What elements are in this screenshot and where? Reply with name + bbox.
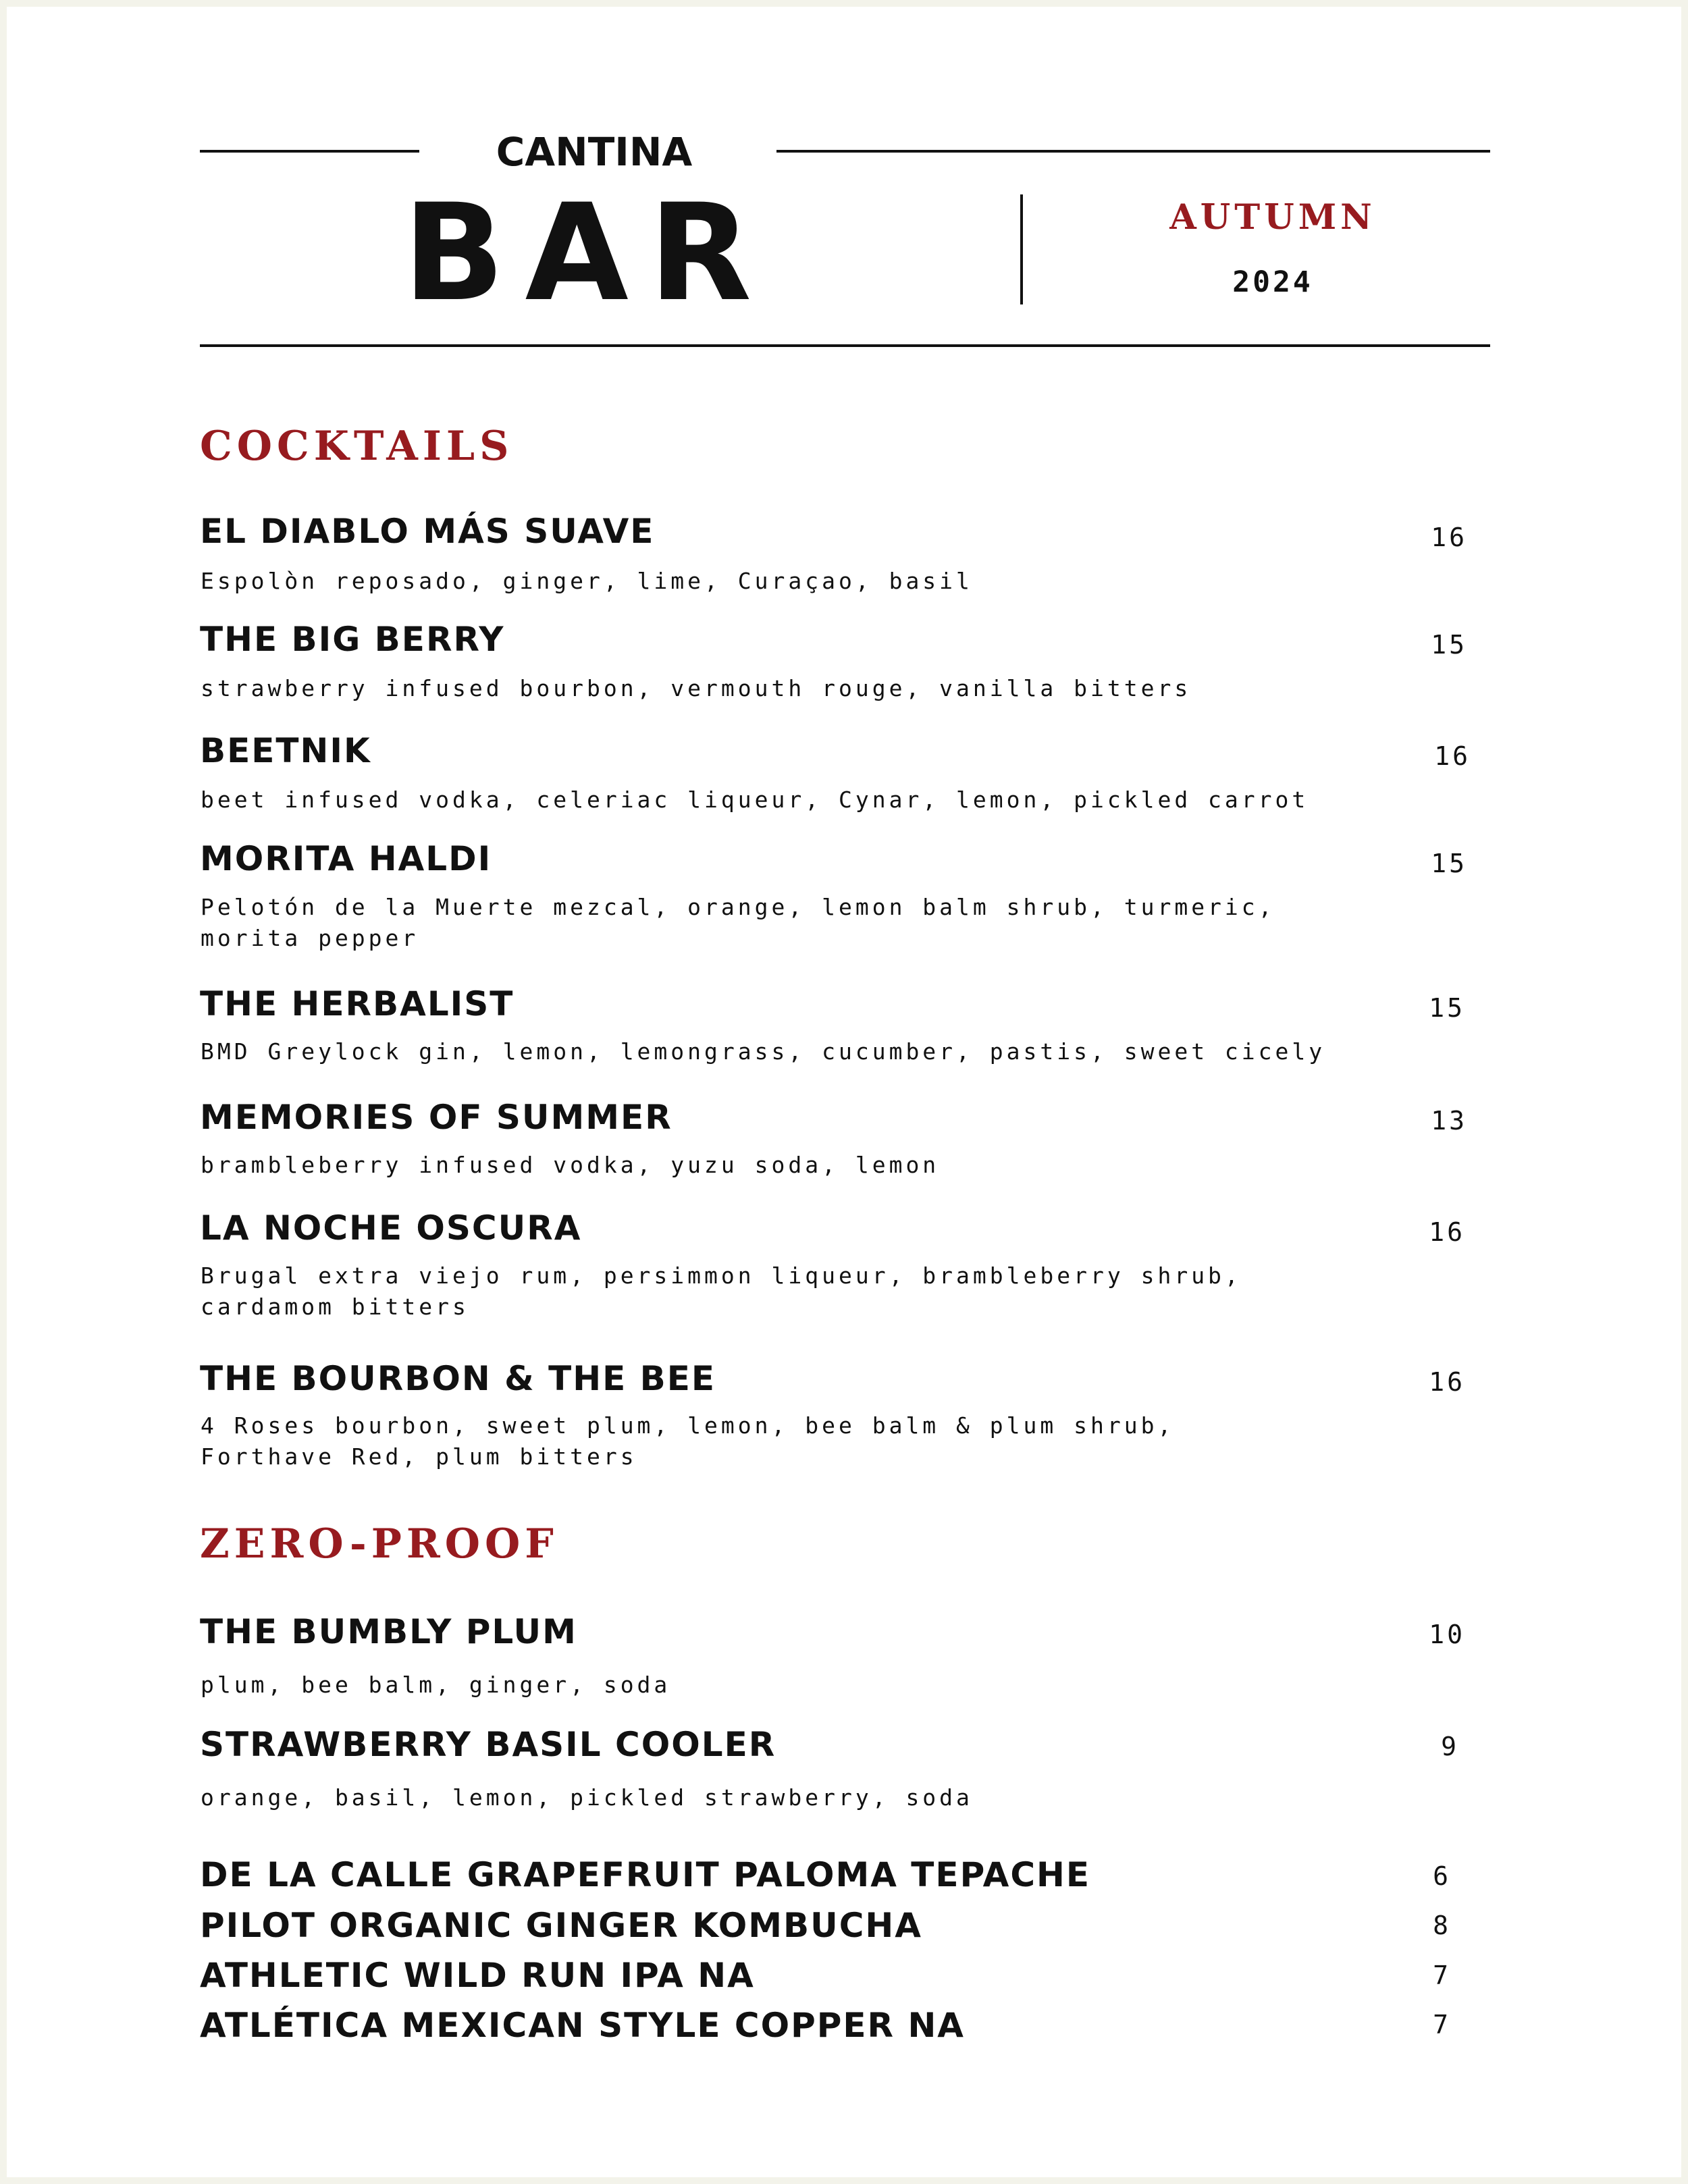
cocktail-description: beet infused vodka, celeriac liqueur, Cynar, lemon, pickled carrot (201, 787, 1309, 813)
zero-proof-description: orange, basil, lemon, pickled strawberry, soda (201, 1784, 973, 1811)
header-rule-left (200, 150, 419, 153)
cocktail-price: 16 (1431, 523, 1467, 552)
zero-proof-name: STRAWBERRY BASIL COOLER (200, 1725, 776, 1764)
packaged-drink-price: 6 (1433, 1861, 1451, 1891)
cocktail-price: 15 (1431, 630, 1467, 660)
menu-page (7, 7, 1681, 2177)
packaged-drink-name: DE LA CALLE GRAPEFRUIT PALOMA TEPACHE (200, 1855, 1091, 1894)
cocktail-price: 16 (1434, 741, 1471, 771)
packaged-drink-name: PILOT ORGANIC GINGER KOMBUCHA (200, 1906, 922, 1945)
zero-proof-price: 9 (1441, 1732, 1459, 1761)
cocktail-description: brambleberry infused vodka, yuzu soda, lemon (201, 1152, 940, 1178)
cocktail-description: strawberry infused bourbon, vermouth rouge, vanilla bitters (201, 675, 1192, 701)
packaged-drink-price: 8 (1433, 1911, 1451, 1940)
season-label: AUTUMN (1169, 197, 1376, 238)
cocktail-name: THE BOURBON & THE BEE (200, 1359, 716, 1398)
cocktails-heading: COCKTAILS (200, 423, 514, 470)
header-rule-bottom (200, 344, 1490, 347)
packaged-drink-price: 7 (1433, 2010, 1451, 2040)
zero-proof-price: 10 (1429, 1620, 1465, 1649)
cocktail-price: 15 (1431, 849, 1467, 878)
cocktail-description: cardamom bitters (201, 1294, 469, 1320)
cocktail-description: Forthave Red, plum bitters (201, 1443, 637, 1470)
header-rule-right (776, 150, 1490, 153)
cocktail-name: EL DIABLO MÁS SUAVE (200, 512, 655, 551)
zero-proof-heading: ZERO-PROOF (200, 1520, 558, 1568)
cantina-wordmark: CANTINA (496, 129, 693, 175)
cocktail-name: LA NOCHE OSCURA (200, 1208, 582, 1248)
packaged-drink-name: ATHLETIC WILD RUN IPA NA (200, 1956, 755, 1995)
cocktail-price: 16 (1429, 1367, 1465, 1397)
cocktail-name: BEETNIK (200, 731, 371, 770)
cocktail-name: THE HERBALIST (200, 984, 515, 1023)
bar-wordmark: BAR (402, 175, 772, 331)
cocktail-price: 16 (1429, 1217, 1465, 1247)
cocktail-price: 13 (1431, 1106, 1467, 1136)
cocktail-name: THE BIG BERRY (200, 620, 505, 659)
cocktail-name: MEMORIES OF SUMMER (200, 1098, 672, 1137)
cocktail-description: Pelotón de la Muerte mezcal, orange, lemon balm shrub, turmeric, (201, 894, 1275, 920)
year-label: 2024 (1232, 265, 1313, 299)
cocktail-description: 4 Roses bourbon, sweet plum, lemon, bee balm & plum shrub, (201, 1412, 1175, 1439)
zero-proof-description: plum, bee balm, ginger, soda (201, 1672, 671, 1698)
cocktail-description: Espolòn reposado, ginger, lime, Curaçao, basil (201, 568, 973, 594)
cocktail-name: MORITA HALDI (200, 839, 492, 878)
cocktail-description: BMD Greylock gin, lemon, lemongrass, cucumber, pastis, sweet cicely (201, 1038, 1326, 1065)
zero-proof-name: THE BUMBLY PLUM (200, 1612, 577, 1651)
packaged-drink-name: ATLÉTICA MEXICAN STYLE COPPER NA (200, 2006, 965, 2045)
cocktail-price: 15 (1429, 993, 1465, 1023)
cocktail-description: Brugal extra viejo rum, persimmon liqueur, brambleberry shrub, (201, 1262, 1242, 1289)
header-vertical-divider (1020, 194, 1023, 304)
packaged-drink-price: 7 (1433, 1961, 1451, 1990)
cocktail-description: morita pepper (201, 925, 419, 951)
